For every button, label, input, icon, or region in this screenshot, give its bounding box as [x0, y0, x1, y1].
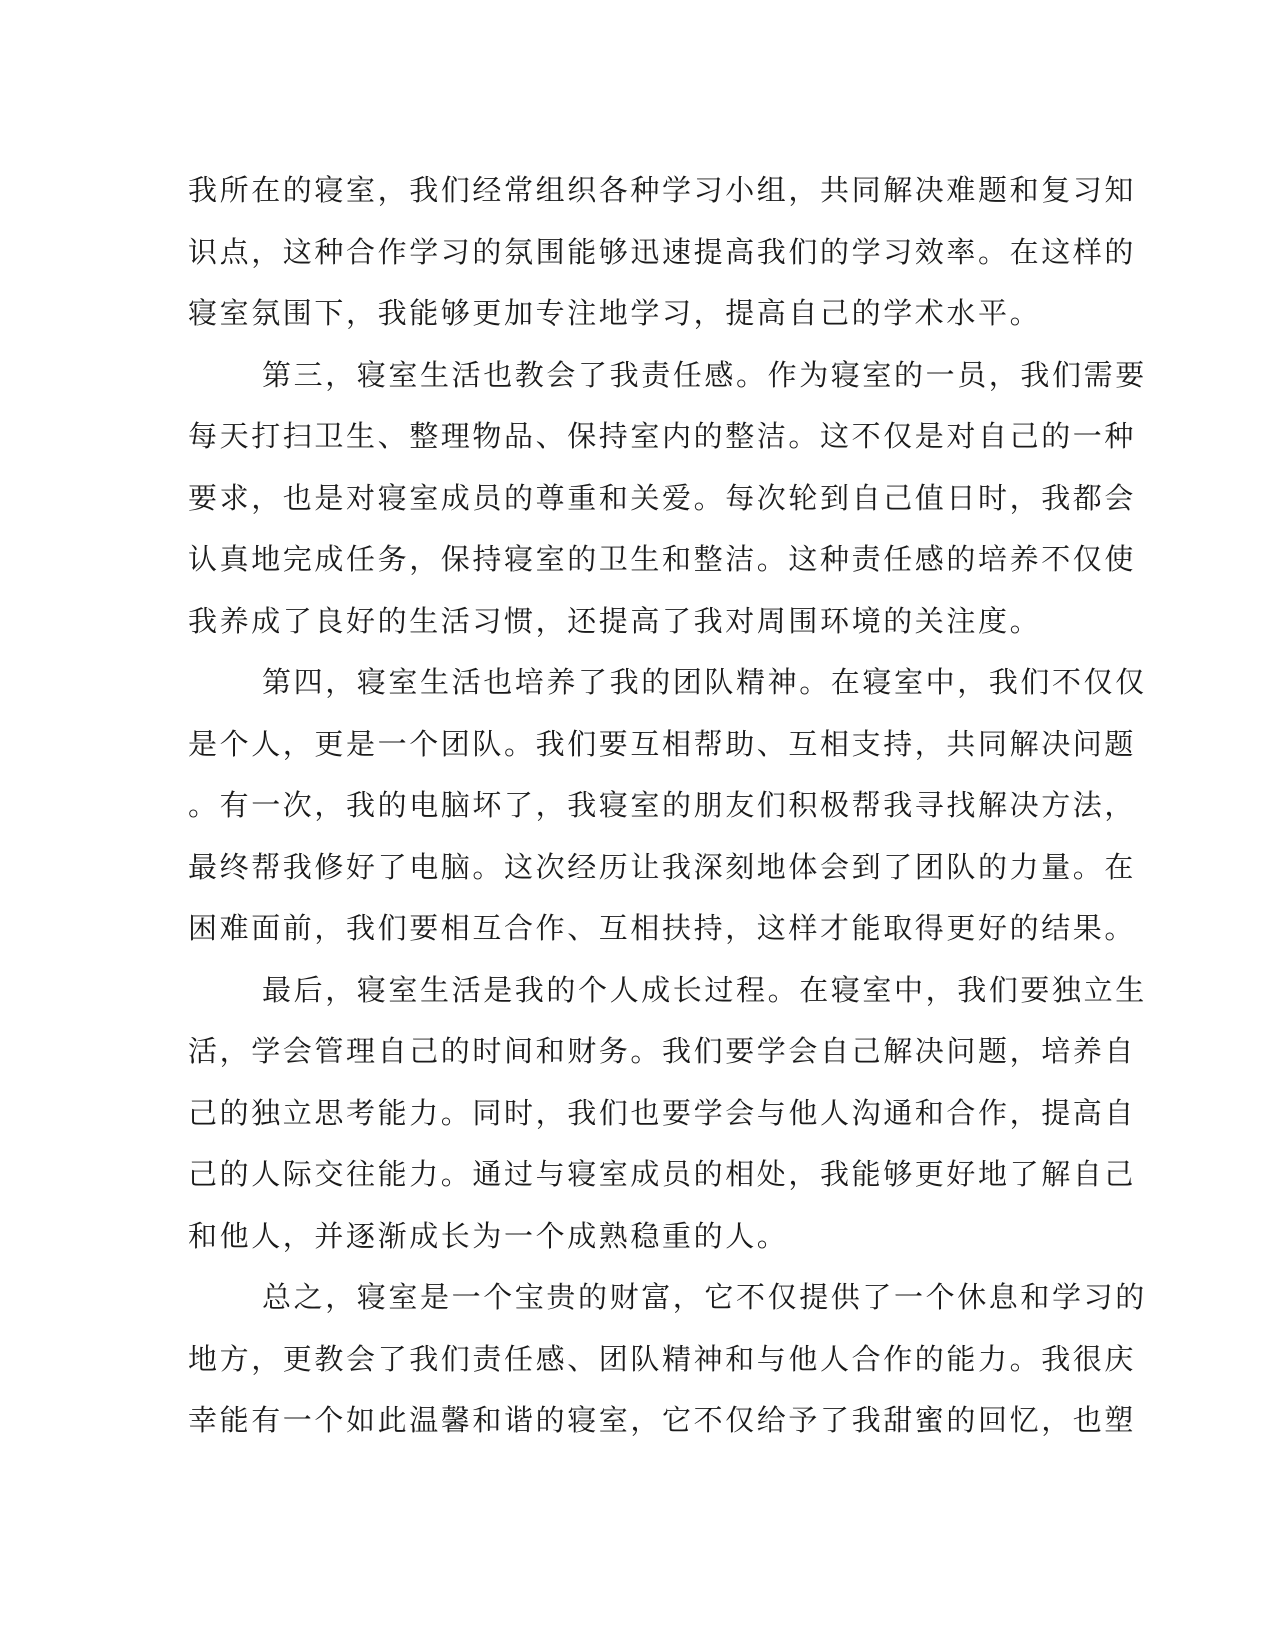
text-line: 和他人，并逐渐成长为一个成熟稳重的人。 [188, 1218, 789, 1253]
text-line: 困难面前，我们要相互合作、互相扶持，这样才能取得更好的结果。 [188, 911, 1137, 945]
text-line: 寝室氛围下，我能够更加专注地学习，提高自己的学术水平。 [188, 296, 1042, 330]
text-line: 幸能有一个如此温馨和谐的寝室，它不仅给予了我甜蜜的回忆，也塑 [188, 1403, 1137, 1437]
text-line: 最后，寝室生活是我的个人成长过程。在寝室中，我们要独立生 [262, 972, 1147, 1007]
document-body [188, 160, 1147, 1452]
text-line: 第四，寝室生活也培养了我的团队精神。在寝室中，我们不仅仅 [262, 665, 1147, 699]
text-line: 我养成了良好的生活习惯，还提高了我对周围环境的关注度。 [188, 603, 1042, 638]
text-line: 总之，寝室是一个宝贵的财富，它不仅提供了一个休息和学习的 [262, 1280, 1147, 1314]
text-line: 己的人际交往能力。通过与寝室成员的相处，我能够更好地了解自己 [188, 1157, 1137, 1191]
text-line: 活，学会管理自己的时间和财务。我们要学会自己解决问题，培养自 [188, 1034, 1137, 1068]
text-line: 要求，也是对寝室成员的尊重和关爱。每次轮到自己值日时，我都会 [188, 480, 1137, 515]
text-line: 第三，寝室生活也教会了我责任感。作为寝室的一员，我们需要 [262, 357, 1147, 392]
text-line: 。有一次，我的电脑坏了，我寝室的朋友们积极帮我寻找解决方法， [188, 788, 1137, 822]
text-line: 是个人，更是一个团队。我们要互相帮助、互相支持，共同解决问题 [188, 726, 1137, 761]
text-line: 识点，这种合作学习的氛围能够迅速提高我们的学习效率。在这样的 [188, 234, 1137, 269]
text-line: 每天打扫卫生、整理物品、保持室内的整洁。这不仅是对自己的一种 [188, 419, 1137, 453]
text-line: 最终帮我修好了电脑。这次经历让我深刻地体会到了团队的力量。在 [188, 849, 1137, 884]
text-line: 己的独立思考能力。同时，我们也要学会与他人沟通和合作，提高自 [188, 1095, 1137, 1130]
text-line: 认真地完成任务，保持寝室的卫生和整洁。这种责任感的培养不仅使 [188, 542, 1137, 576]
text-line: 我所在的寝室，我们经常组织各种学习小组，共同解决难题和复习知 [188, 173, 1137, 207]
text-line: 地方，更教会了我们责任感、团队精神和与他人合作的能力。我很庆 [188, 1341, 1137, 1376]
